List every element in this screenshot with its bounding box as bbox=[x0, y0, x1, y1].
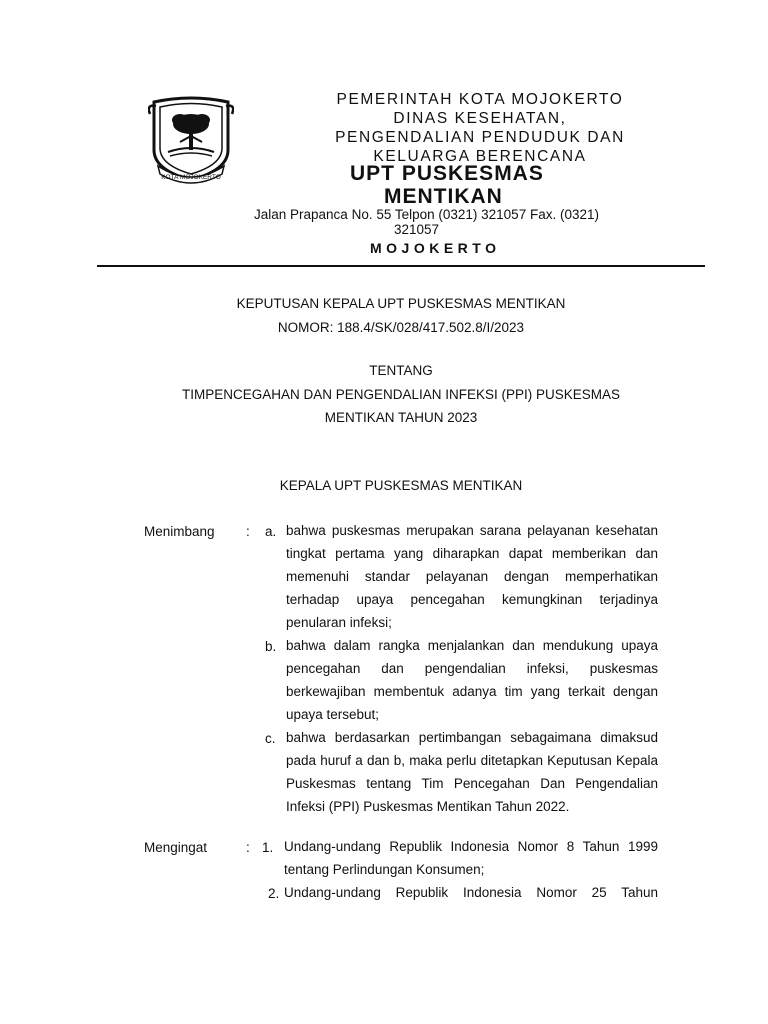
address bbox=[254, 207, 664, 237]
mengingat-item-1: Undang-undang Republik Indonesia Nomor 8 Tahun 1999 tentang Perlindungan Konsumen; bbox=[284, 839, 658, 877]
mengingat-marker-2: 2. bbox=[268, 886, 280, 901]
decree-title: KEPUTUSAN KEPALA UPT PUSKESMAS MENTIKAN bbox=[236, 296, 566, 311]
subject-line-2: MENTIKAN TAHUN 2023 bbox=[324, 410, 478, 425]
about-heading: TENTANG bbox=[369, 363, 433, 378]
address-line-1: Jalan Prapanca No. 55 Telpon (0321) 321057 Fax. (0321) bbox=[254, 207, 599, 222]
subject-line-1: TIMPENCEGAHAN DAN PENGENDALIAN INFEKSI (PPI) PUSKESMAS bbox=[181, 387, 621, 402]
header-line-1: PEMERINTAH KOTA MOJOKERTO bbox=[336, 91, 624, 108]
menimbang-marker-c: c. bbox=[265, 731, 276, 746]
institution-name bbox=[250, 162, 710, 208]
signatory-heading: KEPALA UPT PUSKESMAS MENTIKAN bbox=[279, 478, 523, 493]
header-line-3: PENGENDALIAN PENDUDUK DAN bbox=[335, 129, 625, 146]
menimbang-label: Menimbang bbox=[144, 524, 215, 539]
menimbang-item-c: bahwa berdasarkan pertimbangan sebagaimana dimaksud pada huruf a dan b, maka perlu ditetapkan Keputusan Kepala Puskesmas tentang Tim Pencegahan Dan Pengendalian Infeksi (PPI) Puskesmas Mentikan Tahun 2022. bbox=[286, 730, 658, 814]
decree-number: NOMOR: 188.4/SK/028/417.502.8/I/2023 bbox=[277, 320, 525, 335]
tree-emblem-icon bbox=[148, 96, 234, 184]
header-line-4: KELUARGA BERENCANA bbox=[373, 148, 587, 165]
menimbang-marker-b: b. bbox=[265, 639, 277, 654]
mengingat-colon: : bbox=[246, 840, 250, 855]
menimbang-marker-a: a. bbox=[265, 524, 277, 539]
menimbang-item-b: bahwa dalam rangka menjalankan dan mendukung upaya pencegahan dan pengendalian infeksi, puskesmas berkewajiban membentuk adanya tim yang terkait dengan upaya tersebut; bbox=[286, 638, 658, 722]
header-line-2: DINAS KESEHATAN, bbox=[393, 110, 567, 127]
mengingat-marker-1: 1. bbox=[262, 840, 274, 855]
mengingat-item-2: Undang-undang Republik Indonesia Nomor 25 Tahun bbox=[284, 885, 658, 900]
letterhead bbox=[250, 90, 710, 208]
address-line-2: 321057 bbox=[394, 222, 440, 237]
logo-text: KOTA MOJOKERTO bbox=[161, 174, 221, 181]
menimbang-colon: : bbox=[246, 524, 250, 539]
institution-name-line-1: UPT PUSKESMAS bbox=[350, 162, 544, 185]
header-divider bbox=[97, 265, 705, 267]
menimbang-item-a: bahwa puskesmas merupakan sarana pelayanan kesehatan tingkat pertama yang diharapkan dapat memberikan dan memenuhi standar pelayanan dengan memperhatikan terhadap upaya pencegahan kemungkinan terjadinya penularan infeksi; bbox=[286, 523, 658, 630]
mengingat-label: Mengingat bbox=[144, 840, 208, 855]
institution-name-line-2: MENTIKAN bbox=[384, 185, 503, 208]
city-name: MOJOKERTO bbox=[370, 240, 501, 256]
